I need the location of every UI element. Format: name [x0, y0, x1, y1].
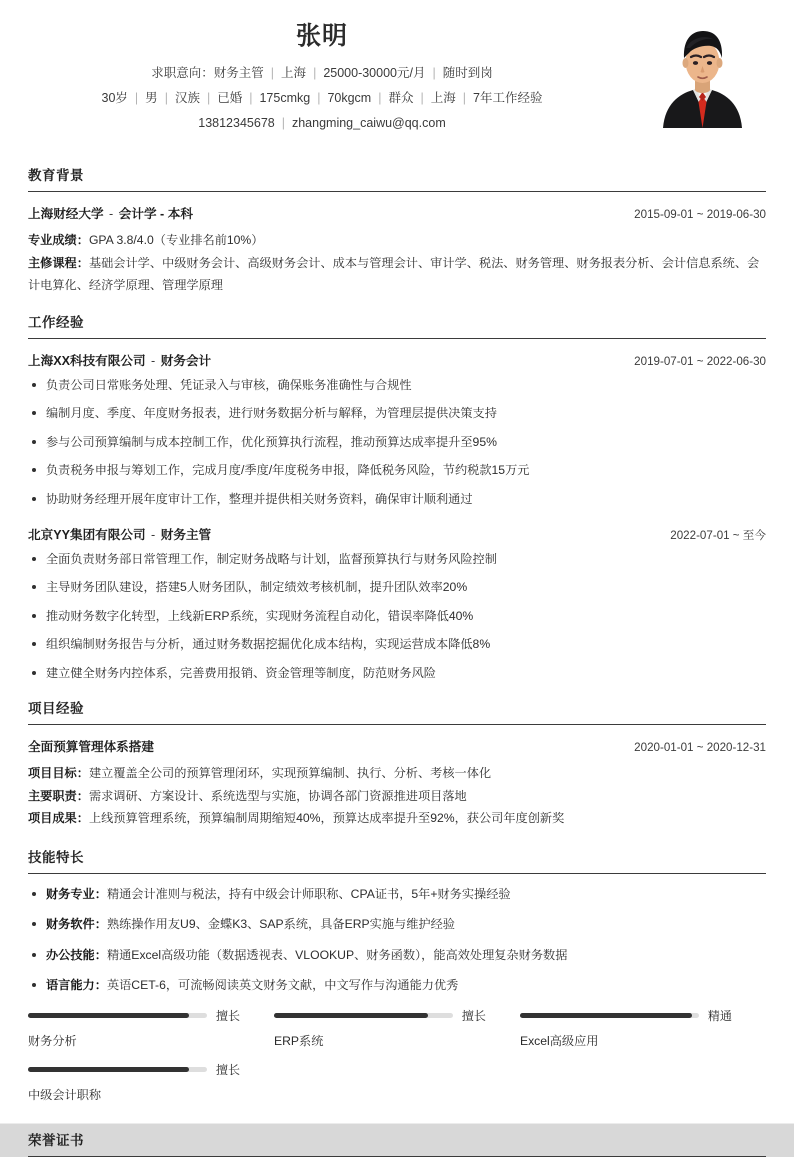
- work-bullet-list: [28, 550, 766, 684]
- education-courses-line: [28, 252, 766, 297]
- skill-label: 办公技能：: [46, 947, 107, 962]
- resume-header: [28, 0, 766, 150]
- page-title: 张明: [295, 22, 348, 50]
- personal-ethnicity: 汉族: [174, 91, 200, 106]
- separator-icon: |: [378, 91, 382, 106]
- separator-icon: |: [281, 116, 285, 131]
- project-date: 2020-01-01 ~ 2020-12-31: [634, 741, 766, 755]
- skill-text: 熟练操作用友U9、金蝶K3、SAP系统，具备ERP实施与维护经验: [106, 917, 455, 932]
- avatar: [645, 18, 760, 128]
- skill-progress-fill: [28, 1067, 189, 1072]
- education-gpa-line: [28, 229, 766, 252]
- separator-icon: |: [134, 91, 139, 106]
- skill-text: 精通Excel高级功能（数据透视表、VLOOKUP、财务函数），能高效处理复杂财务数据: [106, 947, 568, 962]
- entry-head: [28, 524, 766, 543]
- skill-level-label: 擅长: [215, 1062, 240, 1077]
- personal-weight: 70kgcm: [327, 91, 372, 106]
- skills-bullet-list: [28, 885, 766, 996]
- contact-phone[interactable]: 13812345678: [198, 116, 275, 131]
- skill-name-label: Excel高级应用: [519, 1033, 599, 1048]
- skill-bar-row: [520, 1007, 732, 1024]
- project-goal-label: 项目目标：: [28, 766, 89, 781]
- education-gpa-value: GPA 3.8/4.0（专业排名前10%）: [88, 233, 264, 248]
- skill-bar-item: [520, 1007, 766, 1049]
- list-item: 组织编制财务报告与分析，通过财务数据挖掘优化成本结构，实现运营成本降低8%: [28, 635, 766, 655]
- entry-head: [28, 736, 766, 755]
- skill-progress-track: [28, 1067, 207, 1072]
- education-major-degree: 会计学 - 本科: [118, 207, 193, 222]
- education-entry: [28, 203, 766, 297]
- list-item: 负责公司日常账务处理、凭证录入与审核，确保账务准确性与合规性: [28, 376, 766, 396]
- job-intent-salary: 25000-30000元/月: [323, 66, 426, 81]
- title-dash: -: [147, 353, 159, 368]
- work-position: 财务会计: [160, 353, 212, 368]
- job-intent-availability: 随时到岗: [442, 66, 493, 81]
- list-item: [28, 915, 766, 935]
- section-work-experience: [28, 311, 766, 683]
- skill-progress-track: [520, 1013, 699, 1018]
- project-entry: [28, 736, 766, 830]
- skill-bar-item: [274, 1007, 520, 1049]
- project-title: [28, 736, 154, 755]
- job-intent-position: 财务主管: [213, 66, 264, 81]
- contact-email[interactable]: zhangming_caiwu@qq.com: [291, 116, 446, 131]
- education-courses-label: 主修课程：: [28, 255, 89, 270]
- skill-progress-fill: [28, 1013, 189, 1018]
- list-item: 全面负责财务部日常管理工作，制定财务战略与计划，监督预算执行与财务风险控制: [28, 550, 766, 570]
- list-item: 主导财务团队建设，搭建5人财务团队，制定绩效考核机制，提升团队效率20%: [28, 578, 766, 598]
- personal-marital-status: 已婚: [217, 91, 243, 106]
- personal-residence: 上海: [430, 91, 456, 106]
- section-title-honors: 荣誉证书: [28, 1129, 766, 1157]
- work-date: 2019-07-01 ~ 2022-06-30: [634, 354, 766, 368]
- entry-head: [28, 203, 766, 222]
- work-entry: [28, 350, 766, 510]
- skill-label: 语言能力：: [46, 978, 107, 993]
- skill-text: 英语CET-6，可流畅阅读英文财务文献，中文写作与沟通能力优秀: [106, 978, 459, 993]
- skill-progress-fill: [274, 1013, 428, 1018]
- separator-icon: |: [313, 66, 317, 81]
- education-courses-value: 基础会计学、中级财务会计、高级财务会计、成本与管理会计、审计学、税法、财务管理、财务报表分析、会计信息系统、会计电算化、经济学原理、管理学原理: [28, 255, 760, 293]
- project-goal-line: [28, 762, 766, 785]
- skill-progress-track: [274, 1013, 453, 1018]
- job-intent-city: 上海: [281, 66, 307, 81]
- skill-name-label: 财务分析: [28, 1033, 77, 1048]
- contact-line: [28, 111, 616, 136]
- skill-level-label: 精通: [707, 1008, 732, 1023]
- skill-bar-item: [28, 1061, 274, 1103]
- section-title-work: 工作经验: [28, 311, 766, 339]
- project-duty-label: 主要职责：: [28, 788, 89, 803]
- list-item: 编制月度、季度、年度财务报表，进行财务数据分析与解释，为管理层提供决策支持: [28, 404, 766, 424]
- section-title-skills: 技能特长: [28, 846, 766, 874]
- list-item: 建立健全财务内控体系，完善费用报销、资金管理等制度，防范财务风险: [28, 664, 766, 684]
- work-company: 上海XX科技有限公司: [28, 353, 146, 368]
- separator-icon: |: [249, 91, 253, 106]
- work-bullet-list: [28, 376, 766, 510]
- skill-bar-grid: [28, 1007, 766, 1115]
- skill-name-label: 中级会计职称: [28, 1087, 102, 1102]
- work-position: 财务主管: [160, 527, 212, 542]
- skill-label: 财务软件：: [46, 917, 107, 932]
- skill-bar-item: [28, 1007, 274, 1049]
- personal-political-status: 群众: [388, 91, 414, 106]
- personal-gender: 男: [145, 91, 158, 106]
- list-item: 协助财务经理开展年度审计工作，整理并提供相关财务资料，确保审计顺利通过: [28, 490, 766, 510]
- list-item: [28, 976, 766, 996]
- list-item: [28, 885, 766, 905]
- work-title: [28, 350, 211, 369]
- list-item: 推动财务数字化转型，上线新ERP系统，实现财务流程自动化，错误率降低40%: [28, 607, 766, 627]
- separator-icon: |: [206, 91, 211, 106]
- list-item: 参与公司预算编制与成本控制工作，优化预算执行流程，推动预算达成率提升至95%: [28, 433, 766, 453]
- education-school: 上海财经大学: [28, 207, 104, 222]
- separator-icon: |: [270, 66, 275, 81]
- list-item: 负责税务申报与筹划工作，完成月度/季度/年度税务申报，降低税务风险，节约税款15万元: [28, 461, 766, 481]
- education-title: [28, 203, 193, 222]
- entry-head: [28, 350, 766, 369]
- separator-icon: |: [317, 91, 321, 106]
- skill-progress-fill: [520, 1013, 692, 1018]
- work-date: 2022-07-01 ~ 至今: [670, 528, 766, 542]
- personal-height: 175cmkg: [259, 91, 311, 106]
- skill-text: 精通会计准则与税法，持有中级会计师职称、CPA证书，5年+财务实操经验: [106, 886, 511, 901]
- separator-icon: |: [420, 91, 424, 106]
- project-result-value: 上线预算管理系统，预算编制周期缩短40%，预算达成率提升至92%，获公司年度创新奖: [88, 811, 565, 826]
- skill-bar-row: [274, 1007, 486, 1024]
- section-project-experience: [28, 697, 766, 830]
- personal-work-years: 7年工作经验: [473, 91, 543, 106]
- separator-icon: |: [432, 66, 436, 81]
- title-dash: -: [147, 527, 159, 542]
- project-duty-value: 需求调研、方案设计、系统选型与实施，协调各部门资源推进项目落地: [88, 788, 467, 803]
- project-duty-line: [28, 785, 766, 808]
- skill-label: 财务专业：: [46, 886, 107, 901]
- personal-age: 30岁: [101, 91, 128, 106]
- job-intent-line: [28, 61, 616, 86]
- skill-level-label: 擅长: [215, 1008, 240, 1023]
- work-title: [28, 524, 211, 543]
- section-honors: [28, 1129, 766, 1157]
- skill-name-label: ERP系统: [273, 1033, 324, 1048]
- section-education: [28, 164, 766, 297]
- education-date: 2015-09-01 ~ 2019-06-30: [634, 208, 766, 222]
- separator-icon: |: [164, 91, 168, 106]
- work-company: 北京YY集团有限公司: [28, 527, 146, 542]
- project-goal-value: 建立覆盖全公司的预算管理闭环，实现预算编制、执行、分析、考核一体化: [88, 766, 492, 781]
- separator-icon: |: [462, 91, 467, 106]
- project-name: 全面预算管理体系搭建: [28, 740, 154, 755]
- skill-level-label: 擅长: [461, 1008, 486, 1023]
- section-skills: [28, 846, 766, 1115]
- skill-bar-row: [28, 1061, 240, 1078]
- list-item: [28, 946, 766, 966]
- section-title-education: 教育背景: [28, 164, 766, 192]
- personal-info-line: [28, 86, 616, 111]
- skill-bar-row: [28, 1007, 240, 1024]
- education-gpa-label: 专业成绩：: [28, 233, 89, 248]
- project-result-line: [28, 807, 766, 830]
- avatar-portrait-icon: [645, 18, 760, 128]
- section-title-project: 项目经验: [28, 697, 766, 725]
- title-dash: -: [105, 207, 117, 222]
- job-intent-label: 求职意向：: [151, 66, 214, 81]
- skill-progress-track: [28, 1013, 207, 1018]
- work-entry: [28, 524, 766, 684]
- project-result-label: 项目成果：: [28, 811, 89, 826]
